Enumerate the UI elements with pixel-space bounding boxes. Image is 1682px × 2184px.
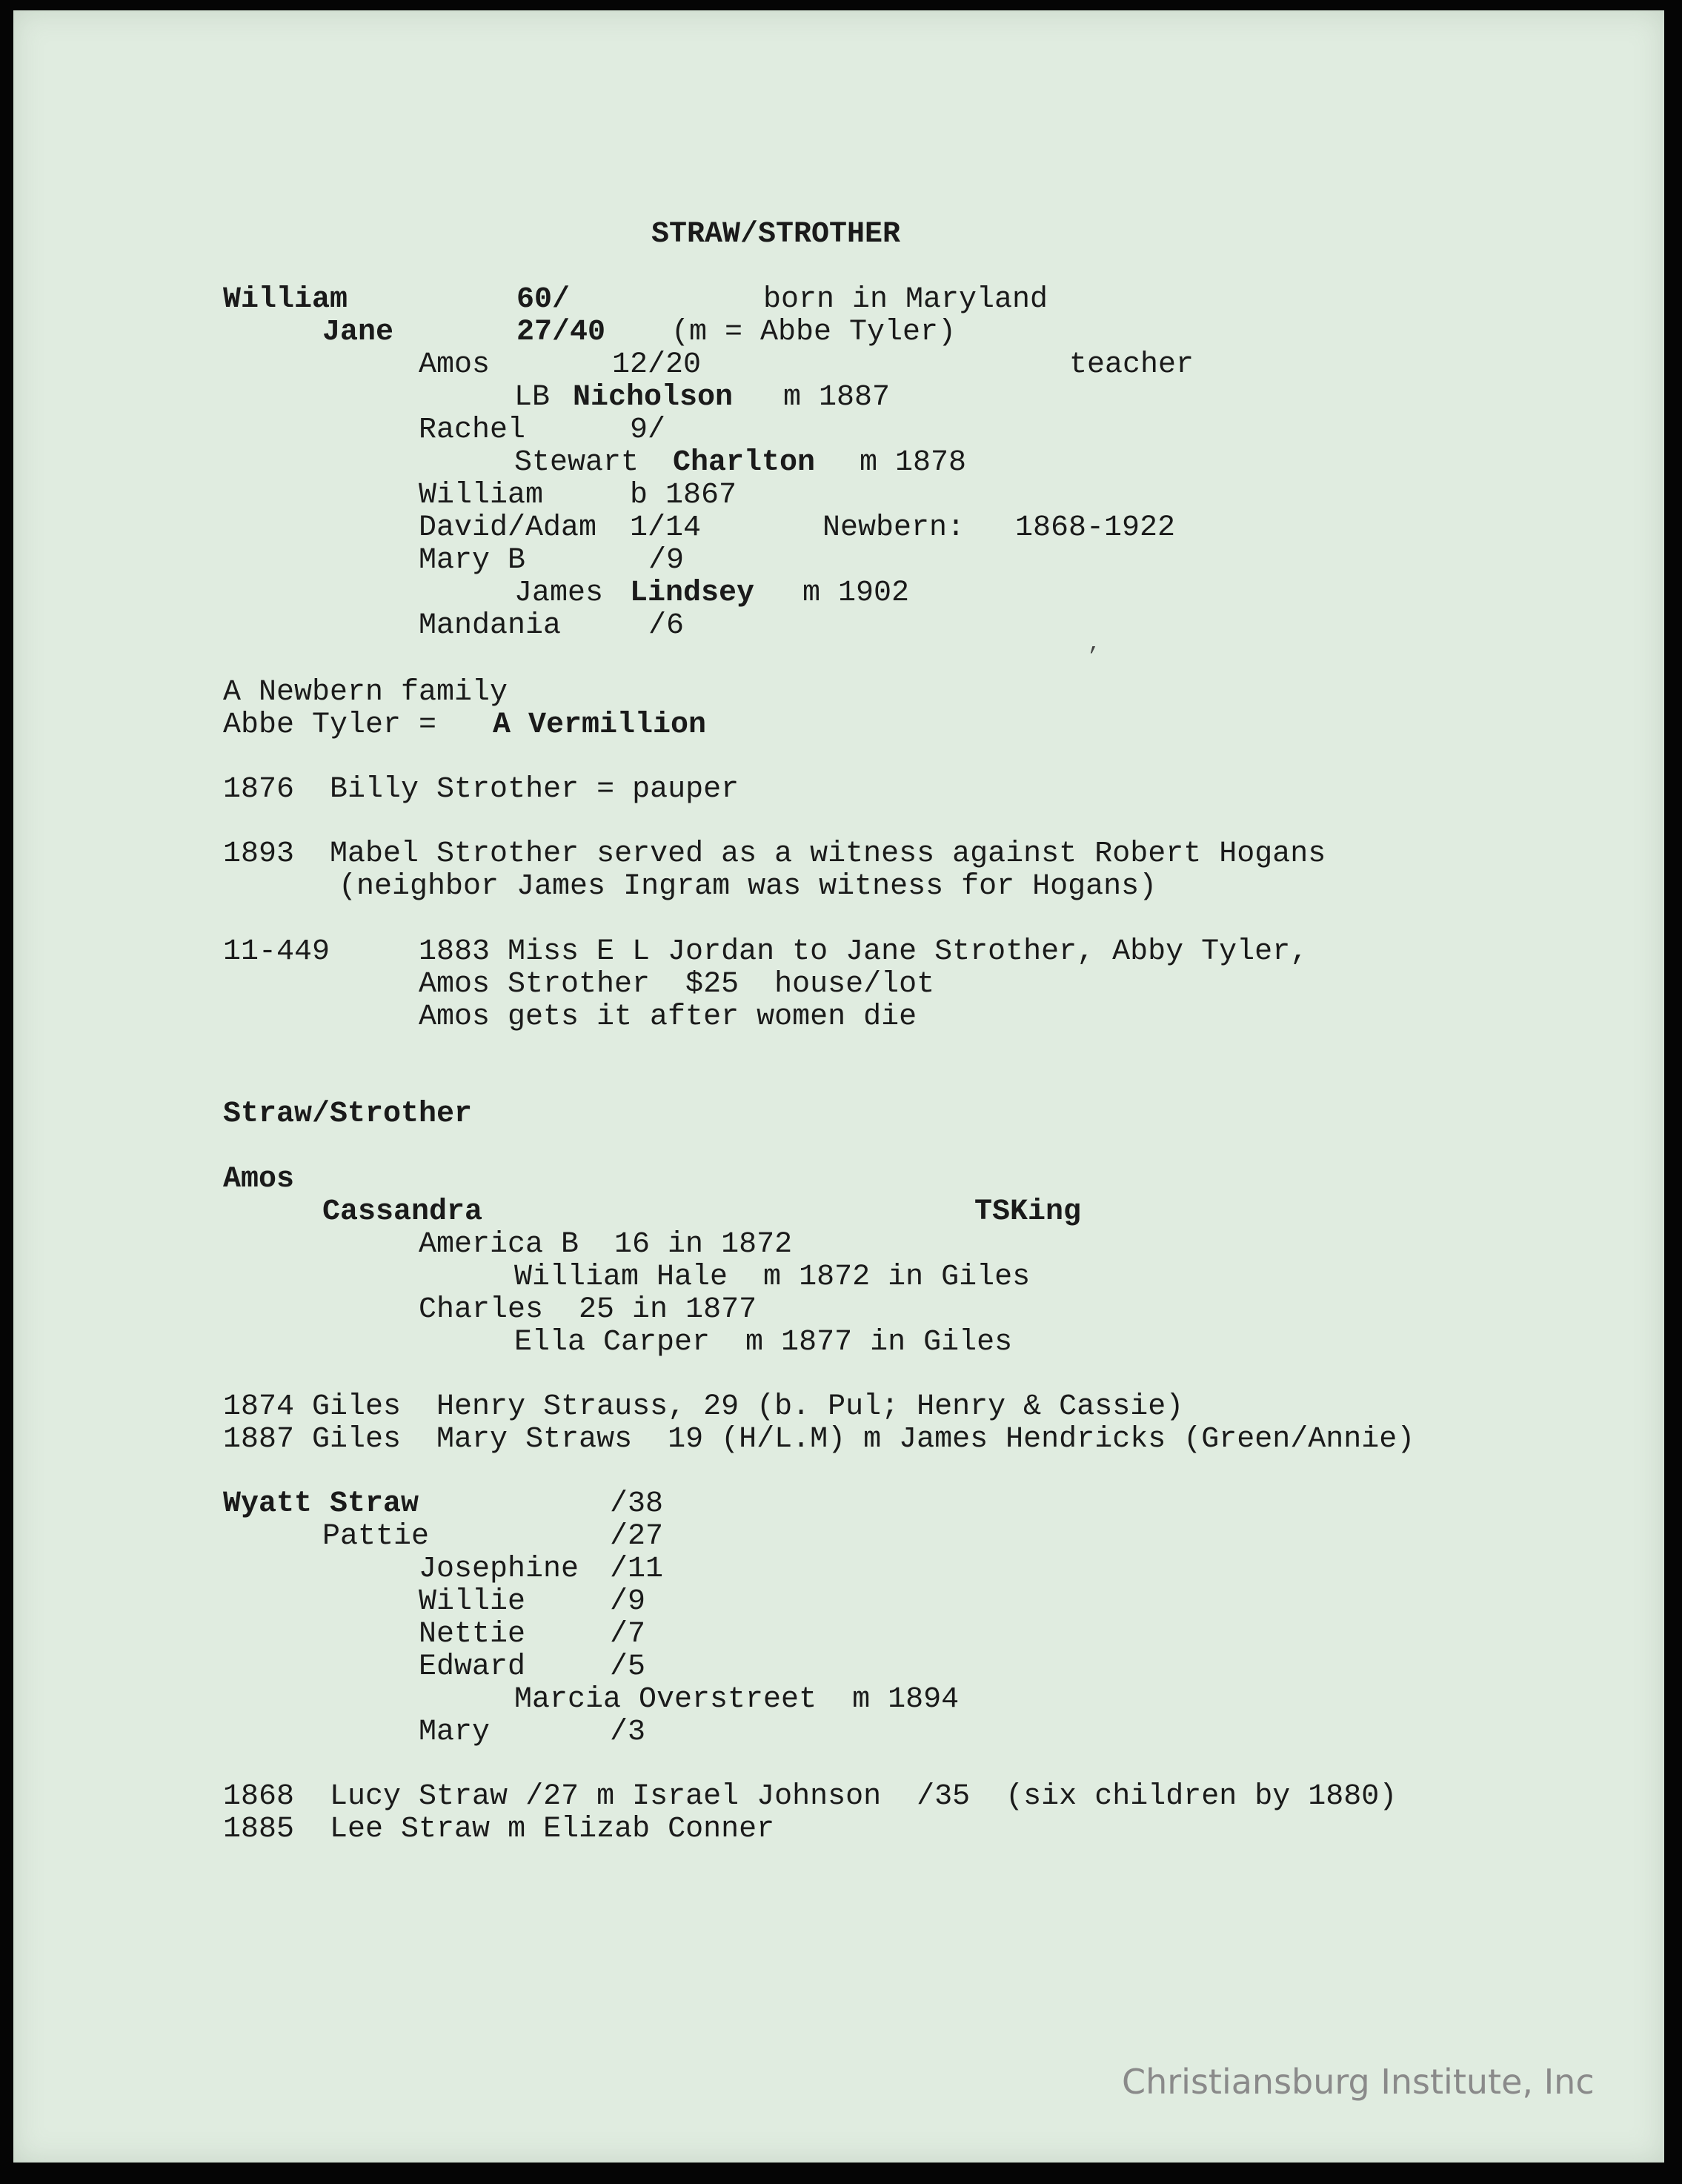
age-josephine: /11 (610, 1553, 664, 1586)
name-jane: Jane (322, 316, 394, 349)
name-charles: Charles 25 in 1877 (419, 1293, 757, 1327)
page-title: STRAW/STROTHER (651, 218, 901, 251)
age-edward: /5 (610, 1650, 646, 1684)
age-jane: 27/40 (516, 316, 606, 349)
age-rachel: 9/ (630, 414, 666, 447)
age-david-adam: 1/14 (630, 511, 702, 545)
spouse-last-rachel: Charlton (673, 446, 816, 479)
note-newbern-family: A Newbern family (223, 676, 508, 709)
name-mary: Mary (419, 1716, 491, 1749)
document-body (13, 10, 1664, 2163)
marriage-rachel: m 1878 (860, 446, 967, 479)
name-willie: Willie (419, 1585, 526, 1619)
note-1868: 1868 Lucy Straw /27 m Israel Johnson /35 (six children by 1880) (223, 1780, 1397, 1813)
spouse-america-b: William Hale m 1872 in Giles (514, 1261, 1031, 1294)
note-1893: 1893 Mabel Strother served as a witness against Robert Hogans (223, 837, 1326, 871)
spouse-first-rachel: Stewart (514, 446, 639, 479)
name-david-adam: David/Adam (419, 511, 597, 545)
note-vermillion: A Vermillion (493, 708, 707, 742)
watermark: Christiansburg Institute, Inc (1122, 2062, 1595, 2102)
deed-1883-line2: Amos Strother $25 house/lot (419, 968, 935, 1001)
age-mary: /3 (610, 1716, 646, 1749)
name-william-jr: William (419, 479, 544, 512)
marriage-mary-b: m 1902 (802, 577, 910, 610)
marriage-amos: m 1887 (783, 381, 891, 414)
spouse-charles: Ella Carper m 1877 in Giles (514, 1326, 1013, 1359)
name-mandania: Mandania (419, 609, 562, 643)
name-edward: Edward (419, 1650, 526, 1684)
age-pattie: /27 (610, 1520, 664, 1553)
occupation-amos: teacher (1069, 348, 1194, 382)
name-america-b: America B 16 in 1872 (419, 1228, 793, 1261)
spouse-first-amos: LB (514, 381, 551, 414)
birthplace-william: born in Maryland (763, 283, 1048, 316)
age-william: 60/ (516, 283, 571, 316)
name-mary-b: Mary B (419, 544, 526, 577)
age-mary-b: /9 (648, 544, 685, 577)
name-rachel: Rachel (419, 414, 526, 447)
deed-1883: 1883 Miss E L Jordan to Jane Strother, Abby Tyler, (419, 935, 1309, 969)
spouse-edward: Marcia Overstreet m 1894 (514, 1683, 960, 1716)
name-wyatt-straw: Wyatt Straw (223, 1487, 419, 1521)
name-william: William (223, 283, 348, 316)
note-1876: 1876 Billy Strother = pauper (223, 773, 739, 806)
note-1893-detail: (neighbor James Ingram was witness for Hogans) (339, 870, 1157, 903)
age-willie: /9 (610, 1585, 646, 1619)
age-wyatt-straw: /38 (610, 1487, 664, 1521)
name-josephine: Josephine (419, 1553, 579, 1586)
deed-1883-line3: Amos gets it after women die (419, 1000, 917, 1034)
deed-reference: 11-449 (223, 935, 330, 969)
age-nettie: /7 (610, 1618, 646, 1651)
note-abbe-tyler: Abbe Tyler = (223, 708, 437, 742)
note-1887-giles: 1887 Giles Mary Straws 19 (H/L.M) m James Hendricks (Green/Annie) (223, 1423, 1415, 1456)
paper-sheet (13, 10, 1664, 2163)
source-tsking: TSKing (974, 1195, 1082, 1229)
newbern-label: Newbern: (822, 511, 965, 545)
note-jane: (m = Abbe Tyler) (671, 316, 957, 349)
name-cassandra: Cassandra (322, 1195, 483, 1229)
newbern-years: 1868-1922 (1015, 511, 1176, 545)
birth-william-jr: b 1867 (630, 479, 737, 512)
age-amos: 12/20 (612, 348, 702, 382)
section-heading: Straw/Strother (223, 1098, 473, 1131)
spouse-last-amos: Nicholson (573, 381, 734, 414)
name-amos-2: Amos (223, 1163, 295, 1196)
name-nettie: Nettie (419, 1618, 526, 1651)
spouse-last-mary-b: Lindsey (630, 577, 755, 610)
age-mandania: /6 (648, 609, 685, 643)
name-amos: Amos (419, 348, 491, 382)
note-1885: 1885 Lee Straw m Elizab Conner (223, 1813, 775, 1846)
stray-mark: , (1088, 631, 1102, 657)
name-pattie: Pattie (322, 1520, 430, 1553)
spouse-first-mary-b: James (514, 577, 604, 610)
note-1874-giles: 1874 Giles Henry Strauss, 29 (b. Pul; Henry & Cassie) (223, 1390, 1184, 1424)
